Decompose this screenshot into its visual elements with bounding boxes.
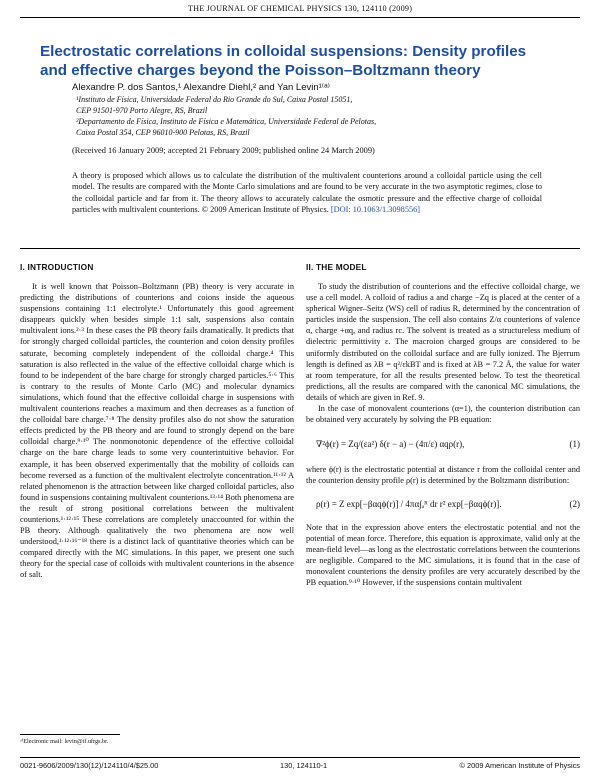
- footnote-rule: [20, 734, 120, 735]
- paper-title: [40, 42, 580, 80]
- affiliation-1-line-1: ¹Instituto de Física, Universidade Federal do Rio Grande do Sul, Caixa Postal 15051,: [76, 95, 353, 104]
- footer-page-number: 130, 124110-1: [280, 761, 328, 770]
- model-paragraph-4: Note that in the expression above enters the electrostatic potential and not the potential of mean force. Therefore, this equation is approximate, valid only at the mean-field level—as long as the electrostatic correlations between the counterions are negligible. Compared to the MC simulations, it is found that in the case of monovalent counterions the density profiles are very accurately described by the PB equation.⁹·¹⁰ However, if the suspensions contain multivalent: [306, 522, 580, 588]
- right-column: [306, 281, 580, 588]
- affiliation-2-line-2: Caixa Postal 354, CEP 96010-900 Pelotas, RS, Brazil: [76, 127, 250, 137]
- abstract-rule: [20, 248, 580, 249]
- footer-issn: 0021-9606/2009/130(12)/124110/4/$25.00: [20, 761, 159, 770]
- model-paragraph-3: where ϕ(r) is the electrostatic potential at distance r from the colloidal center and the counterion density profile ρ(r) is determined by the Boltzmann distribution:: [306, 465, 580, 486]
- affiliation-1: [76, 95, 556, 116]
- received-dates: (Received 16 January 2009; accepted 21 February 2009; published online 24 March 2009): [72, 146, 375, 155]
- abstract: [72, 170, 542, 216]
- section-introduction-heading: I. INTRODUCTION: [20, 262, 94, 272]
- affiliation-1-line-2: CEP 91501-970 Porto Alegre, RS, Brazil: [76, 105, 208, 115]
- model-paragraph-2: In the case of monovalent counterions (α=1), the counterion distribution can be obtained very accurately by solving the PB equation:: [306, 404, 580, 425]
- affiliation-2: [76, 117, 556, 138]
- running-head: THE JOURNAL OF CHEMICAL PHYSICS 130, 124110 (2009): [187, 4, 413, 13]
- title-line-1: Electrostatic correlations in colloidal suspensions: Density profiles: [40, 43, 527, 60]
- left-column: [20, 281, 294, 581]
- equation-2-number: (2): [569, 498, 580, 509]
- section-model-heading: II. THE MODEL: [306, 262, 367, 272]
- authors: Alexandre P. dos Santos,¹ Alexandre Diehl,² and Yan Levin¹⁽ᵃ⁾: [72, 82, 330, 93]
- footnote-email: ᵃ⁾Electronic mail: levin@if.ufrgs.br.: [20, 738, 109, 745]
- title-line-2: and effective charges beyond the Poisson–Boltzmann theory: [40, 62, 481, 79]
- model-paragraph-1: To study the distribution of counterions and the effective colloidal charge, we use a cell model. A colloid of radius a and charge −Zq is placed at the center of a spherical Wigner–Seitz (WS) cell of radius R, determined by the concentration of particles inside the suspension. The cell also contains Z/α counterions of valence α, charge +αq, and radius rc. The solvent is treated as a structureless medium of dielectric permittivity ε. The macroion charged groups are considered to be uniformly distributed on the colloidal surface and are fully ionized. The Bjerrum length is defined as λB = q²/εkBT and is fixed at λB = 7.2 Å, the value for water at room temperature, for all the results presented below. To test the theoretical predictions, all the results are compared with the canonical MC simulations, the details of which are given in Ref. 9.: [306, 282, 580, 402]
- footer-copyright: © 2009 American Institute of Physics: [459, 761, 580, 770]
- doi-link[interactable]: [DOI: 10.1063/1.3098556]: [330, 205, 421, 215]
- intro-paragraph: It is well known that Poisson–Boltzmann (PB) theory is very accurate in predicting the distributions of counterions and coions inside the aqueous suspensions containing 1:1 electrolyte.¹ Unfortunately this good agreement disappears quickly when besides simple 1:1 salt, suspensions also contain multivalent ions.²·³ In these cases the PB theory fails dramatically. It predicts that for strongly charged colloidal particles, the counterion and coion density profiles saturate, becoming completely independent of the colloidal charge.⁴ This saturation is also reflected in the value of the effective colloidal charge which is found to be independent of the bare charge for strongly charged particles.⁵·⁶ This is contrary to the results of Monte Carlo (MC) and molecular dynamics simulations, which found that the effective colloidal charge in suspensions with multivalent counterions reaches a maximum and then decreases as a function of the colloidal bare charge.⁷·⁸ The density profiles also do not show the saturation effects predicted by the PB theory and are found to strongly depend on the bare colloidal charge.⁹·¹⁰ The nonmonotonic dependence of the effective colloidal charge on the bare charge leads to some very counterintuitive behavior. For example, it has been observed experimentally that the mobility of colloids can become reversed as a function of the multivalent electrolyte concentration.¹¹·¹² A related phenomenon is the attraction between like charged colloidal particles, also found in suspensions containing multivalent counterions.¹³·¹⁴ Both phenomena are the result of strong positional correlations between the multivalent counterions.¹·¹²·¹⁵ These correlations are completely unaccounted for within the PB theory. Although qualitatively the two phenomena are now well understood,¹·¹²·¹⁶⁻¹⁸ there is a distinct lack of quantitative theories which can be compared directly with the MC simulations. In this paper, we present one such theory for the special case of colloids with multivalent counterions in the absence of salt.: [20, 282, 294, 580]
- equation-1-number: (1): [569, 439, 580, 450]
- abstract-text: A theory is proposed which allows us to calculate the distribution of the multivalent counterions around a colloidal particle using the cell model. The results are compared with the Monte Carlo simulations and are found to be very accurate in the two asymptotic regimes, close to the colloidal particle and far from it. The theory allows to accurately calculate the osmotic pressure and the effective charge of colloidal particles with multivalent counterions. © 2009 American Institute of Physics.: [72, 171, 542, 215]
- affiliation-2-line-1: ²Departamento de Física, Instituto de Física e Matemática, Universidade Federal de Pelotas,: [76, 117, 377, 126]
- equation-1-body: ∇²ϕ(r) = Zq/(εa²) δ(r − a) − (4π/ε) αqρ(r),: [316, 439, 465, 450]
- equation-1: [316, 439, 580, 450]
- equation-2-body: ρ(r) = Z exp[−βαqϕ(r)] / 4πα∫ₐᴿ dr r² exp[−βαqϕ(r)].: [316, 498, 502, 509]
- equation-2: [316, 499, 580, 510]
- header-rule: [20, 17, 580, 18]
- footer-rule: [20, 757, 580, 758]
